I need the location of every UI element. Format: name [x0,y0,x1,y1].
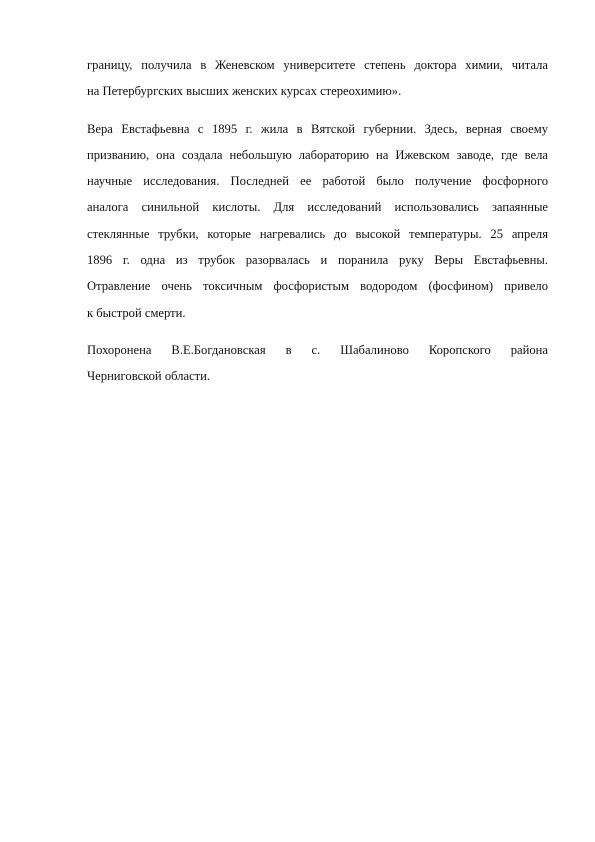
text-line: Черниговской области. [87,369,211,384]
text-line: аналога синильной кислоты. Для исследований использовались запаянные [87,200,548,215]
paragraph-2 [87,116,548,326]
text-line: Похоронена В.Е.Богдановская в с. Шабалиново Коропского района [87,342,548,357]
text-line: на Петербургских высших женских курсах стереохимию». [87,84,402,99]
text-line: 1896 г. одна из трубок разорвалась и поранила руку Веры Евстафьевны. [87,253,548,268]
paragraph-3 [87,337,548,390]
text-line: Отравление очень токсичным фосфористым водородом (фосфином) привело [87,279,548,294]
text-line: Вера Евстафьевна с 1895 г. жила в Вятской губернии. Здесь, верная своему [87,121,548,136]
document-body [87,52,548,401]
text-line: к быстрой смерти. [87,305,186,320]
text-line: научные исследования. Последней ее работой было получение фосфорного [87,174,548,189]
text-line: стеклянные трубки, которые нагревались до высокой температуры. 25 апреля [87,226,548,241]
text-line: границу, получила в Женевском университете степень доктора химии, читала [87,58,548,72]
text-line: призванию, она создала небольшую лабораторию на Ижевском заводе, где вела [87,147,548,162]
paragraph-1 [87,52,548,105]
